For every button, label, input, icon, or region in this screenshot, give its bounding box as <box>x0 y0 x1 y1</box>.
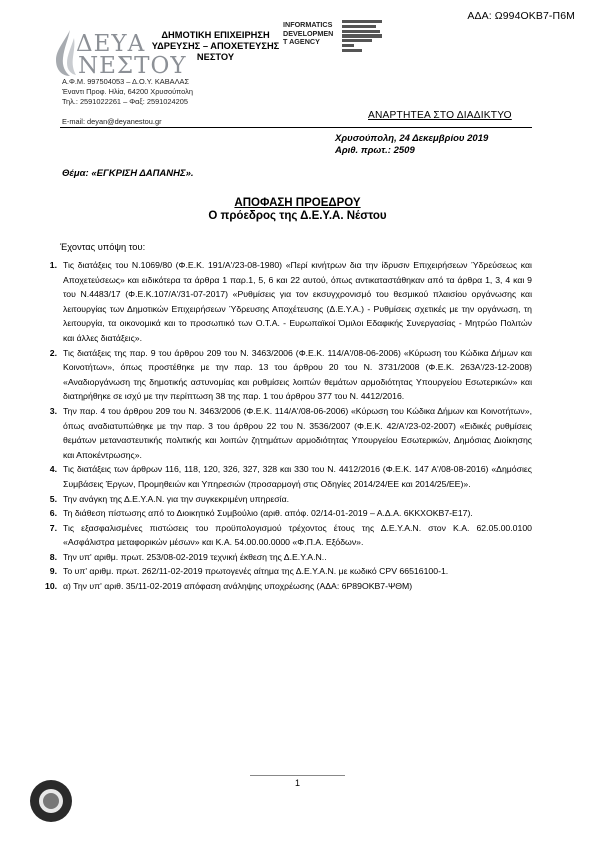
subject-line: Θέμα: «ΕΓΚΡΙΣΗ ΔΑΠΑΝΗΣ». <box>62 168 194 179</box>
item-text: Την ανάγκη της Δ.Ε.Υ.Α.Ν. για την συγκεκριμένη υπηρεσία. <box>63 493 289 504</box>
contact-line: Έναντι Προφ. Ηλία, 64200 Χρυσούπολη <box>62 86 193 96</box>
place-date: Χρυσούπολη, 24 Δεκεμβρίου 2019 <box>335 133 489 144</box>
intro-text: Έχοντας υπόψη του: <box>60 242 146 252</box>
item-number: 10. <box>45 581 58 592</box>
footer-divider <box>250 775 345 776</box>
decision-title: ΑΠΟΦΑΣΗ ΠΡΟΕΔΡΟΥ <box>234 197 361 209</box>
agency-line: DEVELOPMEN <box>283 28 334 38</box>
item-number: 6. <box>49 508 57 519</box>
deya-logo <box>52 28 187 79</box>
item-text: Το υπ' αριθμ. πρωτ. 262/11-02-2019 πρωτογενές αίτημα της Δ.Ε.Υ.Α.Ν. με κωδικό CPV 66516100-1. <box>63 566 449 577</box>
logo-line-1: ΔΕΥΑ <box>76 31 146 57</box>
date-block <box>335 133 488 156</box>
contact-email[interactable]: E-mail: deyan@deyanestou.gr <box>62 116 162 126</box>
ada-code: ΑΔΑ: Ω994ΟΚΒ7-Π6Μ <box>467 10 575 22</box>
item-text: Τις εξασφαλισμένες πιστώσεις του προϋπολογισμού τρέχοντος έτους της Δ.Ε.Υ.Α.Ν. στον Κ.Α. 62.05.00.0100 «Ασφάλιστρα μεταφορικών μέσων» και Κ.Α. 54.00.00.0000 «Φ.Π.Α. Εξόδων». <box>63 522 532 548</box>
contact-line: Α.Φ.Μ. 997504053 – Δ.Ο.Υ. ΚΑΒΑΛΑΣ <box>62 77 190 86</box>
item-number: 4. <box>49 464 57 475</box>
item-number: 2. <box>49 347 57 358</box>
item-number: 1. <box>49 260 57 270</box>
list-item <box>45 550 532 565</box>
contact-info <box>62 77 193 127</box>
org-line: ΔΗΜΟΤΙΚΗ ΕΠΙΧΕΙΡΗΣΗ <box>161 30 270 40</box>
item-number: 3. <box>49 405 57 416</box>
publish-online-notice: ΑΝΑΡΤΗΤΕΑ ΣΤΟ ΔΙΑΔΙΚΤΥΟ <box>368 110 512 121</box>
item-number: 8. <box>49 551 57 562</box>
decision-subtitle: Ο πρόεδρος της Δ.Ε.Υ.Α. Νέστου <box>208 210 387 222</box>
page-number: 1 <box>294 778 300 788</box>
agency-label <box>283 21 333 47</box>
list-item <box>45 579 532 594</box>
item-text: Την παρ. 4 του άρθρου 209 του Ν. 3463/2006 (Φ.Ε.Κ. 114/Α'/08-06-2006) «Κύρωση του Κώδικα Δήμων και Κοινοτήτων», όπως αναδιατυπώθηκε με την παρ. 3 του άρθρου 22 του Ν. 3536/2007 (Φ.Ε.Κ. 42/Α'/23-02-2007) «Ειδικές ρυθμίσεις θεμάτων μεταναστευτικής πολιτικής και λοιπών ζητημάτων αρμοδιότητας Υπουργείου Εσωτερικών, Δημόσιας Διοίκησης και Αποκέντρωσης». <box>63 405 532 460</box>
certification-mark <box>342 20 382 48</box>
list-item <box>45 506 532 521</box>
list-item <box>45 521 532 550</box>
list-item <box>45 404 532 462</box>
item-text: α) Την υπ' αριθ. 35/11-02-2019 απόφαση ανάληψης υποχρέωσης (ΑΔΑ: 6Ρ89ΟΚΒ7-ΨΘΜ) <box>63 581 413 592</box>
list-item <box>45 258 532 346</box>
contact-line: Τηλ.: 2591022261 – Φαξ: 2591024205 <box>62 96 188 106</box>
list-item <box>45 564 532 579</box>
considerations-list <box>45 258 532 594</box>
item-text: Την υπ' αριθμ. πρωτ. 253/08-02-2019 τεχνική έκθεση της Δ.Ε.Υ.Α.Ν.. <box>63 551 327 562</box>
item-text: Τις διατάξεις της παρ. 9 του άρθρου 209 του Ν. 3463/2006 (Φ.Ε.Κ. 114/Α'/08-06-2006) «Κύρωση του Κώδικα Δήμων και Κοινοτήτων», όπως προστέθηκε με την παρ. 13 του άρθρου 20 του Ν. 3731/2008 (Φ.Ε.Κ. 263Α'/23-12-2008) «Αναδιοργάνωση της δημοτικής αστυνομίας και ρυθμίσεις λοιπών θεμάτων αρμοδιότητας Υπουργείου Εσωτερικών» και διατηρήθηκε σε ισχύ με την περίπτωση 38 της παρ. 1 του άρθρου 377 του Ν. 4412/2016. <box>63 347 532 402</box>
agency-line: T AGENCY <box>283 37 320 47</box>
list-item <box>45 346 532 404</box>
org-line: ΝΕΣΤΟΥ <box>196 52 235 62</box>
item-number: 5. <box>49 493 57 504</box>
item-text: Τις διατάξεις των άρθρων 116, 118, 120, 326, 327, 328 και 330 του Ν. 4412/2016 (Φ.Ε.Κ. 147 Α'/08-08-2016) «Δημόσιες Συμβάσεις Έργων, Προμηθειών και Υπηρεσιών (προσαρμογή στις Οδηγίες 2014/24/ΕΕ και 2014/25/ΕΕ)». <box>63 464 532 489</box>
quality-seal-icon <box>30 780 72 822</box>
item-number: 7. <box>49 522 57 533</box>
item-number: 9. <box>49 566 57 577</box>
organization-name <box>148 30 283 63</box>
logo-line-2: ΝΕΣΤΟΥ <box>78 53 187 79</box>
protocol-number: Αριθ. πρωτ.: 2509 <box>335 144 415 156</box>
item-text: Τις διατάξεις του Ν.1069/80 (Φ.Ε.Κ. 191/Α'/23-08-1980) «Περί κινήτρων δια την ίδρυσιν Επιχειρήσεων Ύδρεύσεως και Αποχετεύσεως» και ειδικότερα τα άρθρα 1 παρ.1, 5, 6 και 22 αυτού, όπως αντικαταστάθηκαν από τα άρθρα 1, 3, 4 και 9 του Ν.4483/17 (Φ.Ε.Κ.107/Α'/31-07-2017) «Ρυθμίσεις για τον εκσυγχρονισμό του θεσμικού πλαισίου οργάνωσης και λειτουργίας των Δημοτικών Επιχειρήσεων Ύδρευσης Αποχέτευσης (Δ.Ε.Υ.Α.) - Ρυθμίσεις σχετικές με την οργάνωση, τη λειτουργία, τα οικονομικά και το προσωπικό των Ο.Τ.Α. - Ευρωπαϊκοί Όμιλοι Εδαφικής Συνεργασίας - Μητρώο Πολιτών και άλλες διατάξεις». <box>63 260 532 343</box>
item-text: Τη διάθεση πίστωσης από το Διοικητικό Συμβούλιο (αριθ. απόφ. 02/14-01-2019 – Α.Δ.Α. 6ΚΚΧΟΚΒ7-Ε17). <box>63 508 473 519</box>
list-item <box>45 492 532 507</box>
list-item <box>45 462 532 491</box>
header-divider <box>60 127 532 128</box>
org-line: ΥΔΡΕΥΣΗΣ – ΑΠΟΧΕΤΕΥΣΗΣ <box>151 41 280 51</box>
agency-line: INFORMATICS <box>283 20 333 29</box>
